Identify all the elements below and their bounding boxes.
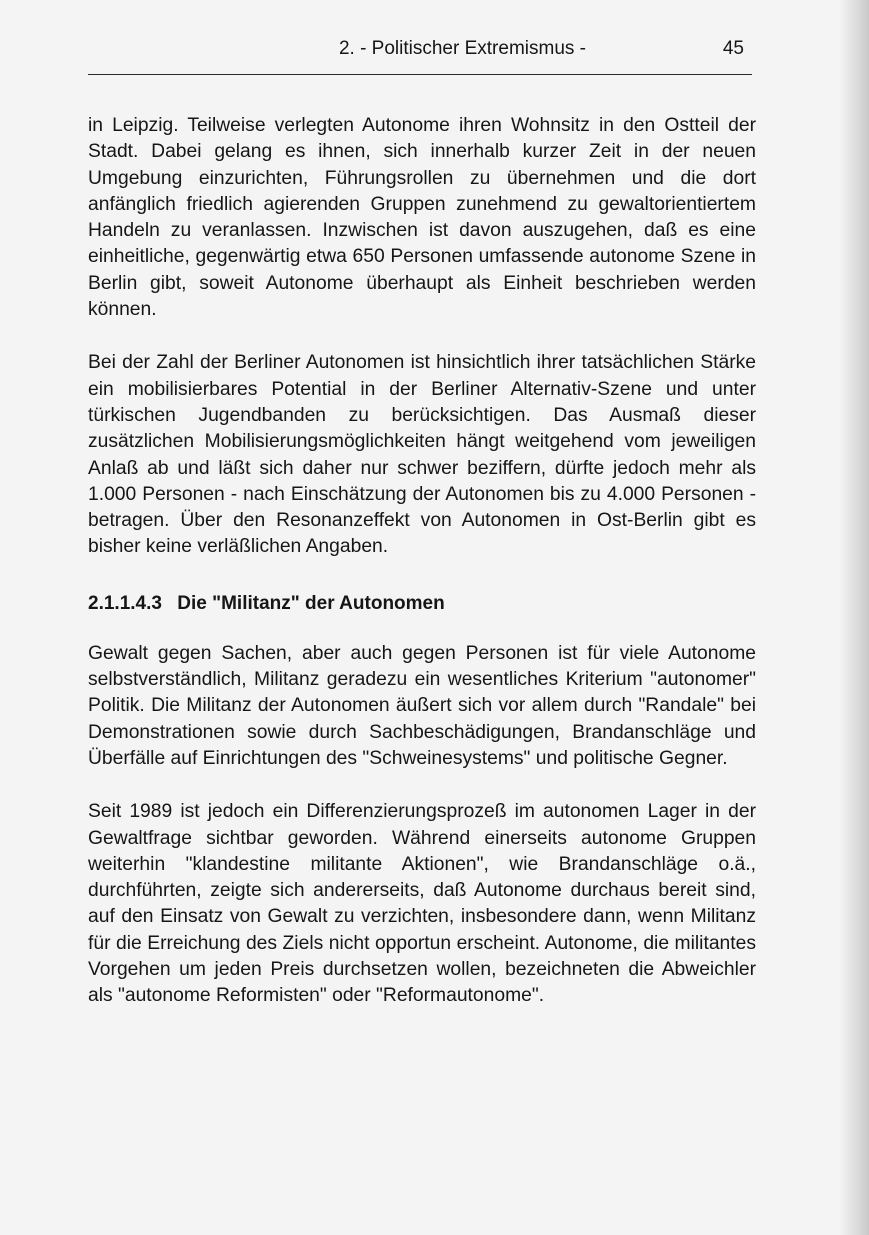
section-heading-number: 2.1.1.4.3 [88, 592, 162, 614]
header-rule [88, 74, 752, 75]
page-edge-shadow [839, 0, 869, 1235]
section-heading-title: Die "Militanz" der Autonomen [177, 592, 445, 614]
paragraph: Seit 1989 ist jedoch ein Differenzierungsprozeß im autonomen Lager in der Gewaltfrage sichtbar geworden. Während einerseits autonome Gruppen weiterhin "klandestine militante Aktionen", wie Brandanschläge o.ä., durchführten, zeigte sich andererseits, daß Autonome durchaus bereit sind, auf den Einsatz von Gewalt zu verzichten, insbesondere dann, wenn Militanz für die Erreichung des Ziels nicht opportun erscheint. Autonome, die militantes Vorgehen um jeden Preis durchsetzen wollen, bezeichneten die Abweichler als "autonome Reformisten" oder "Reformautonome". [88, 801, 756, 1007]
body-text [88, 113, 756, 1010]
paragraph: Gewalt gegen Sachen, aber auch gegen Personen ist für viele Autonome selbstverständlich, Militanz geradezu ein wesentliches Kriterium "autonomer" Politik. Die Militanz der Autonomen äußert sich vor allem durch "Randale" bei Demonstrationen sowie durch Sachbeschädigungen, Brandanschläge und Überfälle auf Einrichtungen des "Schweinesystems" und politische Gegner. [88, 642, 756, 769]
paragraph: Bei der Zahl der Berliner Autonomen ist hinsichtlich ihrer tatsächlichen Stärke ein mobilisierbares Potential in der Berliner Alternativ-Szene und unter türkischen Jugendbanden zu berücksichtigen. Das Ausmaß dieser zusätzlichen Mobilisierungsmöglichkeiten hängt weitgehend vom jeweiligen Anlaß ab und läßt sich daher nur schwer beziffern, dürfte jedoch mehr als 1.000 Personen - nach Einschätzung der Autonomen bis zu 4.000 Personen - betragen. Über den Resonanzeffekt von Autonomen in Ost-Berlin gibt es bisher keine verläßlichen Angaben. [88, 352, 756, 558]
running-title: 2. - Politischer Extremismus - [338, 38, 586, 59]
section-heading [88, 591, 756, 617]
page-header [88, 36, 755, 62]
page-number: 45 [722, 38, 744, 59]
paragraph: in Leipzig. Teilweise verlegten Autonome ihren Wohnsitz in den Ostteil der Stadt. Dabei gelang es ihnen, sich innerhalb kurzer Zeit in der neuen Umgebung einzurichten, Führungsrollen zu übernehmen und die dort anfänglich friedlich agierenden Gruppen zunehmend zu gewaltorientiertem Handeln zu veranlassen. Inzwischen ist davon auszugehen, daß es eine einheitliche, gegenwärtig etwa 650 Personen umfassende autonome Szene in Berlin gibt, soweit Autonome überhaupt als Einheit beschrieben werden können. [88, 115, 756, 321]
